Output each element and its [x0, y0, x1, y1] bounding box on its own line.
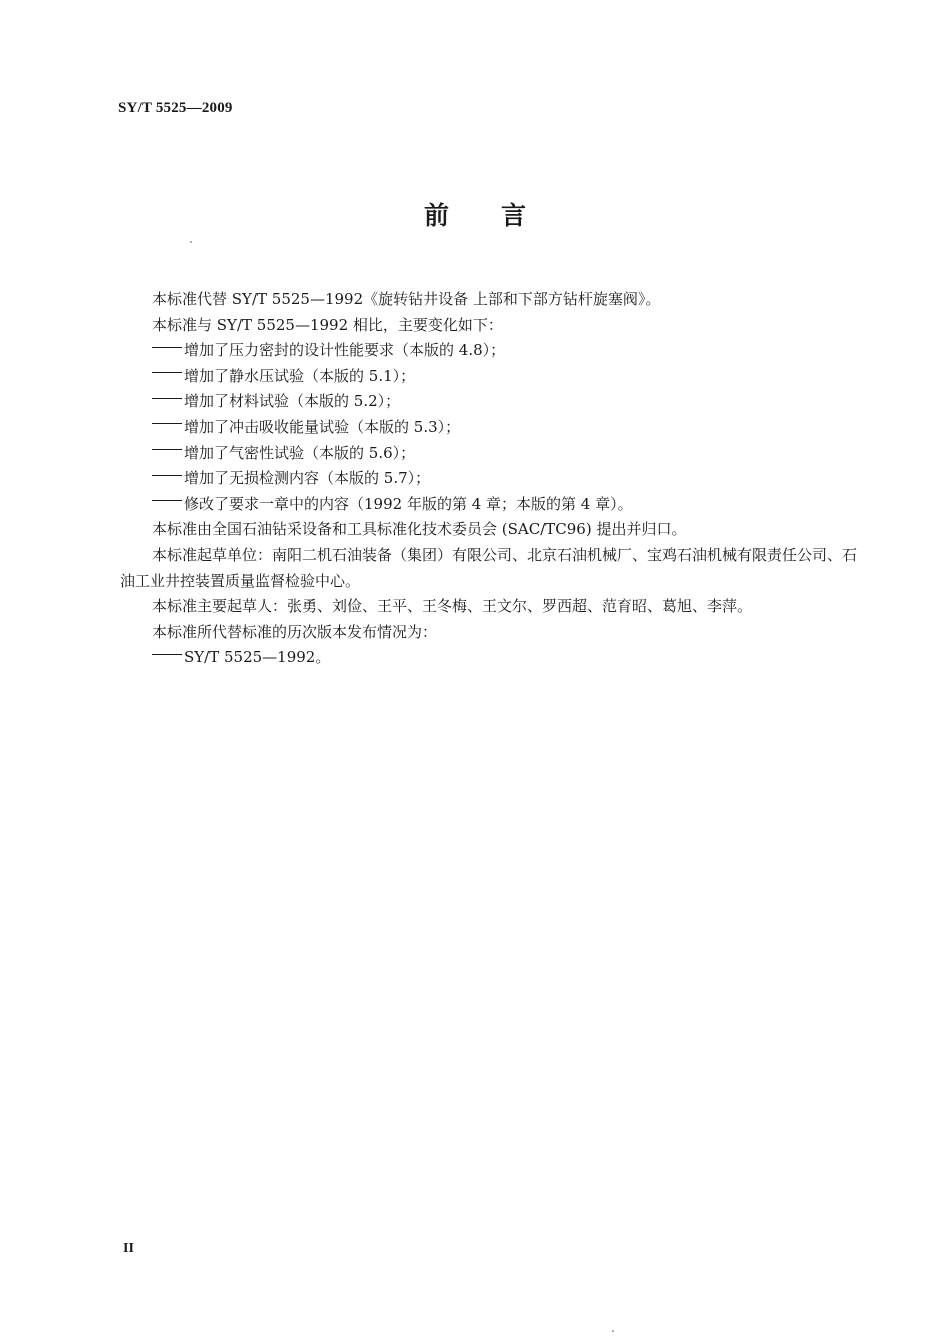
standard-code-header: SY/T 5525—2009 [118, 100, 233, 116]
dash-mark [152, 398, 182, 399]
dash-mark [152, 372, 182, 373]
change-item-text: 增加了无损检测内容（本版的 5.7）； [184, 469, 431, 488]
dash-mark [152, 449, 182, 450]
dash-mark [152, 347, 182, 348]
change-item [120, 415, 860, 441]
change-item-text: 增加了压力密封的设计性能要求（本版的 4.8）； [184, 341, 506, 360]
paragraph-drafters: 本标准主要起草人：张勇、刘俭、王平、王冬梅、王文尔、罗西超、范育昭、葛旭、李萍。 [152, 597, 753, 616]
change-item-text: 增加了冲击吸收能量试验（本版的 5.3）； [184, 417, 461, 436]
paragraph-replaces: 本标准代替 SY/T 5525—1992《旋转钻井设备 上部和下部方钻杆旋塞阀》。 [152, 290, 661, 308]
dash-mark [152, 500, 182, 501]
change-item-text: 增加了静水压试验（本版的 5.1）； [184, 366, 416, 385]
paragraph-drafting-units: 本标准起草单位：南阳二机石油装备（集团）有限公司、北京石油机械厂、宝鸡石油机械有限责任公司、石油工业井控装置质量监督检验中心。 [120, 545, 858, 590]
dash-mark [152, 423, 182, 424]
history-item-text: SY/T 5525—1992。 [184, 648, 331, 667]
paragraph-proposed-by: 本标准由全国石油钻采设备和工具标准化技术委员会 (SAC/TC96) 提出并归口。 [152, 520, 687, 539]
change-item [120, 389, 860, 415]
change-item-text: 增加了材料试验（本版的 5.2）； [184, 392, 401, 411]
change-item [120, 492, 860, 518]
change-item [120, 441, 860, 467]
scan-speck [190, 241, 192, 243]
change-item-text: 增加了气密性试验（本版的 5.6）； [184, 443, 416, 462]
change-item [120, 364, 860, 390]
change-item [120, 466, 860, 492]
page-title: 前言 [423, 201, 578, 230]
history-item [120, 645, 860, 671]
foreword-body [120, 287, 860, 671]
change-item-text: 修改了要求一章中的内容（1992 年版的第 4 章；本版的第 4 章）。 [184, 494, 633, 513]
dash-mark [152, 654, 182, 655]
change-item [120, 338, 860, 364]
dash-mark [152, 475, 182, 476]
paragraph-changes-intro: 本标准与 SY/T 5525—1992 相比，主要变化如下： [152, 315, 503, 334]
paragraph-history-intro: 本标准所代替标准的历次版本发布情况为： [152, 622, 438, 641]
page-number: II [123, 1241, 134, 1256]
scan-speck [612, 1330, 614, 1332]
